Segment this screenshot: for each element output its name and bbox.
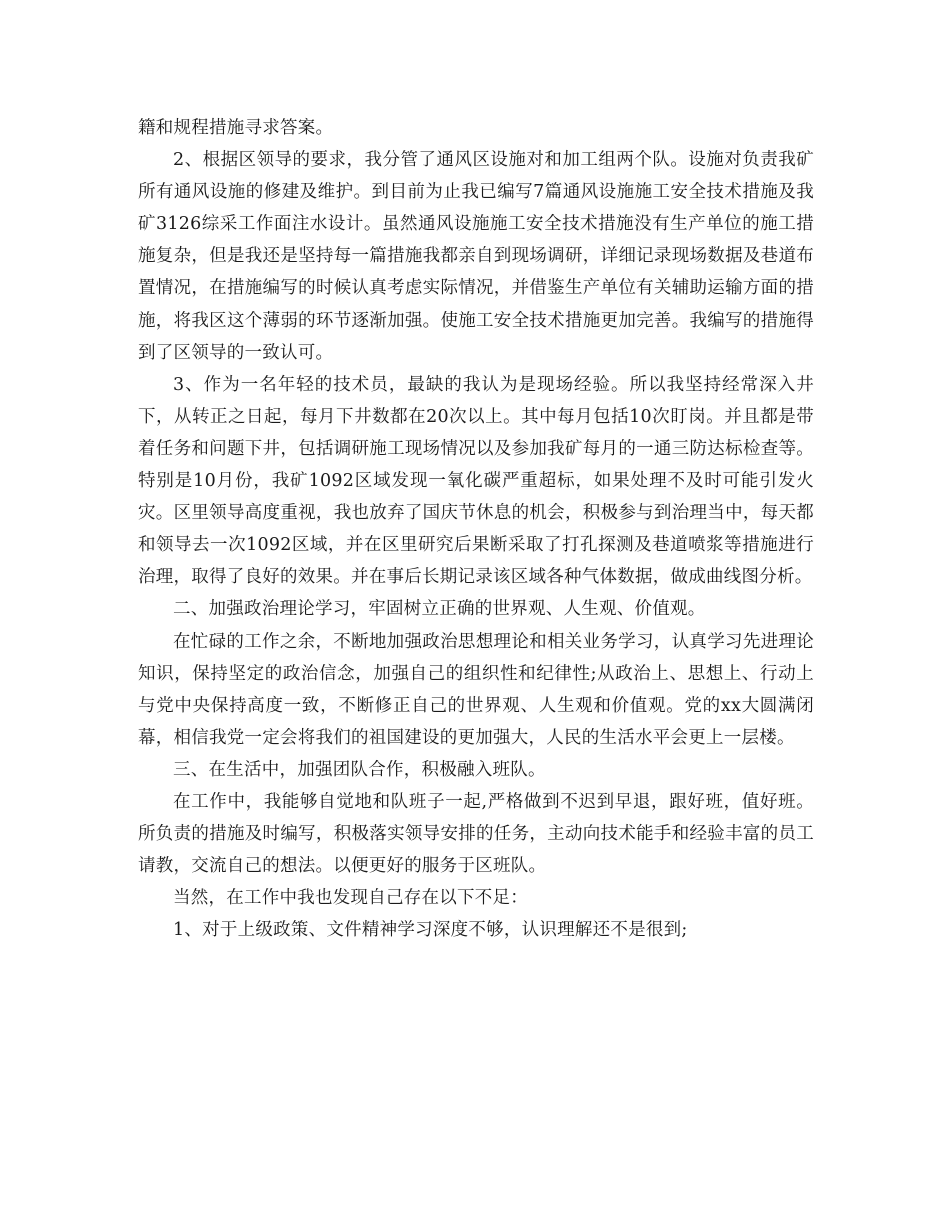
paragraph-item-3: 3、作为一名年轻的技术员，最缺的我认为是现场经验。所以我坚持经常深入井下，从转正之日起，每月下井数都在20次以上。其中每月包括10次盯岗。并且都是带着任务和问题下井，包括调研施工现场情况以及参加我矿每月的一通三防达标检查等。特别是10月份，我矿1092区域发现一氧化碳严重超标，如果处理不及时可能引发火灾。区里领导高度重视，我也放弃了国庆节休息的机会，积极参与到治理当中，每天都和领导去一次1092区域，并在区里研究后果断采取了打孔探测及巷道喷浆等措施进行治理，取得了良好的效果。并在事后长期记录该区域各种气体数据，做成曲线图分析。 xyxy=(138,374,814,588)
paragraph-shortcomings-intro: 当然，在工作中我也发现自己存在以下不足： xyxy=(173,888,528,909)
paragraph-teamwork: 在工作中，我能够自觉地和队班子一起,严格做到不迟到早退，跟好班，值好班。所负责的措施及时编写，积极落实领导安排的任务，主动向技术能手和经验丰富的员工请教，交流自己的想法。以便更好的服务于区班队。 xyxy=(138,791,814,877)
paragraph-political-study: 在忙碌的工作之余，不断地加强政治思想理论和相关业务学习，认真学习先进理论知识，保持坚定的政治信念，加强自己的组织性和纪律性;从政治上、思想上、行动上与党中央保持高度一致，不断修正自己的世界观、人生观和价值观。党的xx大圆满闭幕，相信我党一定会将我们的祖国建设的更加强大，人民的生活水平会更上一层楼。 xyxy=(138,631,814,748)
section-heading-3: 三、在生活中，加强团队合作，积极融入班队。 xyxy=(173,759,546,780)
paragraph-item-2: 2、根据区领导的要求，我分管了通风区设施对和加工组两个队。设施对负责我矿所有通风设施的修建及维护。到目前为止我已编写7篇通风设施施工安全技术措施及我矿3126综采工作面注水设计。虽然通风设施施工安全技术措施没有生产单位的施工措施复杂，但是我还是坚持每一篇措施我都亲自到现场调研，详细记录现场数据及巷道布置情况，在措施编写的时候认真考虑实际情况，并借鉴生产单位有关辅助运输方面的措施，将我区这个薄弱的环节逐渐加强。使施工安全技术措施更加完善。我编写的措施得到了区领导的一致认可。 xyxy=(138,150,814,363)
document-body xyxy=(138,112,814,946)
paragraph-continuation: 籍和规程措施寻求答案。 xyxy=(138,118,334,138)
paragraph-shortcoming-1: 1、对于上级政策、文件精神学习深度不够，认识理解还不是很到; xyxy=(173,920,688,941)
section-heading-2: 二、加强政治理论学习，牢固树立正确的世界观、人生观、价值观。 xyxy=(173,599,706,620)
